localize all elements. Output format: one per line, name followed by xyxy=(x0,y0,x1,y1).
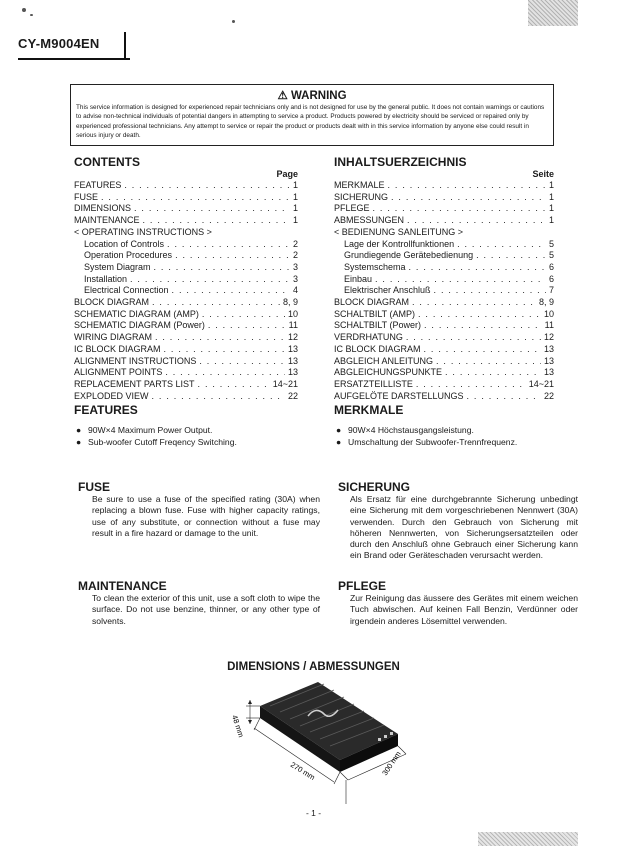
toc-leader xyxy=(165,367,285,379)
warning-title: WARNING xyxy=(290,90,347,102)
toc-row xyxy=(334,297,554,309)
toc-row xyxy=(334,309,554,321)
toc-leader xyxy=(476,250,546,262)
toc-page: 3 xyxy=(292,273,298,284)
toc-leader xyxy=(406,332,541,344)
contents-title: CONTENTS xyxy=(74,155,140,169)
toc-page: 6 xyxy=(548,261,554,272)
toc-leader xyxy=(152,391,285,403)
toc-label: BLOCK DIAGRAM xyxy=(334,297,410,308)
toc-leader xyxy=(143,215,290,227)
toc-row xyxy=(334,180,554,192)
toc-row xyxy=(334,250,554,262)
scan-speck xyxy=(22,8,26,12)
toc-row xyxy=(74,320,298,332)
toc-row xyxy=(74,203,298,215)
inhalt-list xyxy=(334,180,554,402)
toc-label: ABGLEICHUNGSPUNKTE xyxy=(334,367,443,378)
toc-leader xyxy=(445,367,541,379)
toc-leader xyxy=(172,285,290,297)
toc-label: Installation xyxy=(84,273,128,284)
maintenance-text: To clean the exterior of this unit, use a soft cloth to wipe the surface. Do not use benzine, thinner, or any other type of solvents. xyxy=(92,593,320,626)
toc-page: 14~21 xyxy=(528,378,554,389)
inhalt-title: INHALTSUERZEICHNIS xyxy=(334,155,467,169)
toc-row xyxy=(334,239,554,251)
toc-label: DIMENSIONS xyxy=(74,203,132,214)
dimensions-title: DIMENSIONS / ABMESSUNGEN xyxy=(227,661,400,673)
toc-page: 1 xyxy=(292,180,298,190)
merkmale-list xyxy=(336,424,566,448)
toc-label: Grundiegende Gerätebedienung xyxy=(344,250,474,261)
toc-leader xyxy=(134,203,290,215)
toc-page: 12 xyxy=(287,332,298,343)
toc-label: EXPLODED VIEW xyxy=(74,390,149,401)
dimension-width-label: 270 mm xyxy=(288,760,317,783)
toc-label: SCHEMATIC DIAGRAM (Power) xyxy=(74,320,205,331)
toc-row xyxy=(74,239,298,251)
toc-label: SICHERUNG xyxy=(334,191,389,202)
toc-label: IC BLOCK DIAGRAM xyxy=(74,343,161,354)
toc-row xyxy=(334,344,554,356)
toc-row xyxy=(74,367,298,379)
toc-leader xyxy=(391,192,546,204)
toc-page: 13 xyxy=(287,343,298,354)
toc-leader xyxy=(198,379,270,391)
toc-page: 14~21 xyxy=(272,378,298,389)
model-number: CY-M9004EN xyxy=(18,36,100,51)
toc-leader xyxy=(424,344,541,356)
toc-row xyxy=(74,285,298,297)
scan-speck xyxy=(30,14,33,16)
sicherung-text: Als Ersatz für eine durchgebrannte Sicherung unbedingt eine Sicherung mit dem vorgeschriebenen Nennwert (30A) verwenden. Durch den Gebrauch von Sicherung mit höheren Nennwerten, von Sicherungsersatzteilen oder durch den Anschluß ohne Gebrauch einer Sicherung kann ein Brand oder Geräteschaden verursacht werden. xyxy=(350,494,578,561)
toc-page: 11 xyxy=(288,320,298,331)
toc-page: 22 xyxy=(543,390,554,401)
toc-page: 1 xyxy=(292,191,298,202)
list-item: ● Umschaltung der Subwoofer-Trennfrequenz. xyxy=(336,437,518,447)
toc-leader xyxy=(154,262,290,274)
toc-page: 7 xyxy=(548,285,554,296)
toc-row xyxy=(334,274,554,286)
toc-label: Einbau xyxy=(344,273,373,284)
toc-row xyxy=(334,227,554,239)
scan-smudge-bottom-right xyxy=(478,832,578,846)
toc-row xyxy=(74,262,298,274)
dimension-height-label: 48 mm xyxy=(230,713,246,739)
toc-row xyxy=(74,309,298,321)
toc-page: 3 xyxy=(292,261,298,272)
warning-box xyxy=(70,84,554,146)
toc-page: 13 xyxy=(543,355,554,366)
pflege-title: PFLEGE xyxy=(338,579,387,593)
page-number: - 1 - xyxy=(305,808,322,818)
toc-label: BLOCK DIAGRAM xyxy=(74,297,150,308)
contents-list xyxy=(74,180,298,402)
toc-leader xyxy=(412,297,536,309)
toc-leader xyxy=(436,356,541,368)
toc-page: 1 xyxy=(548,191,554,202)
toc-row xyxy=(74,356,298,368)
toc-row xyxy=(334,332,554,344)
toc-row xyxy=(334,203,554,215)
toc-label: SCHALTBILT (AMP) xyxy=(334,308,416,319)
toc-row xyxy=(334,379,554,391)
sicherung-title: SICHERUNG xyxy=(338,480,411,494)
toc-label: SCHALTBILT (Power) xyxy=(334,320,422,331)
toc-page: 11 xyxy=(544,320,554,331)
toc-row xyxy=(74,332,298,344)
toc-leader xyxy=(407,215,546,227)
toc-page: 13 xyxy=(543,343,554,354)
toc-label: < OPERATING INSTRUCTIONS > xyxy=(74,226,212,237)
toc-label: WIRING DIAGRAM xyxy=(74,332,152,343)
toc-leader xyxy=(164,344,285,356)
toc-row xyxy=(74,192,298,204)
toc-row xyxy=(74,379,298,391)
toc-label: ABGLEICH ANLEITUNG xyxy=(334,355,434,366)
toc-label: ALIGNMENT INSTRUCTIONS xyxy=(74,355,197,366)
toc-label: System Diagram xyxy=(84,261,151,272)
toc-label: ERSATZTEILLISTE xyxy=(334,378,413,389)
scan-smudge-top-right xyxy=(528,0,578,26)
toc-row xyxy=(334,356,554,368)
toc-page: 1 xyxy=(548,215,554,226)
toc-row xyxy=(74,344,298,356)
amplifier-dimension-drawing xyxy=(220,676,440,804)
toc-leader xyxy=(418,309,541,321)
toc-page: 1 xyxy=(548,180,554,190)
list-item: ● 90W×4 Maximum Power Output. xyxy=(76,425,213,435)
toc-label: MERKMALE xyxy=(334,180,385,190)
toc-row xyxy=(334,367,554,379)
toc-page: 1 xyxy=(292,203,298,214)
toc-row xyxy=(334,215,554,227)
toc-page: 1 xyxy=(292,215,298,226)
toc-leader xyxy=(199,356,285,368)
toc-label: SCHEMATIC DIAGRAM (AMP) xyxy=(74,308,199,319)
warning-triangle-icon: ⚠ xyxy=(277,90,288,102)
toc-label: MAINTENANCE xyxy=(74,215,140,226)
toc-row xyxy=(334,262,554,274)
toc-row xyxy=(74,180,298,192)
inhalt-page-label: Seite xyxy=(532,169,554,179)
toc-label: Elektrischer Anschluß xyxy=(344,285,431,296)
toc-page: 2 xyxy=(292,250,298,261)
toc-label: FEATURES xyxy=(74,180,122,190)
toc-leader xyxy=(124,180,290,192)
toc-leader xyxy=(467,391,541,403)
toc-row xyxy=(74,297,298,309)
toc-page: 5 xyxy=(548,238,554,249)
warning-text: This service information is designed for experienced repair technicians only and is not designed for use by the general public. It does not contain warnings or cautions to advise non-technical individuals of potential dangers in attempting to service a product. Products powered by electricity should be serviced or repaired only by experienced professional technicians. Any attempt to service or repair the product or products dealt with in this service information by anyone else could result in serious injury or death. xyxy=(76,104,545,140)
contents-page-label: Page xyxy=(276,169,298,179)
toc-page: 1 xyxy=(548,203,554,214)
toc-page: 5 xyxy=(548,250,554,261)
toc-page: 22 xyxy=(287,390,298,401)
toc-leader xyxy=(375,274,546,286)
toc-label: VERDRHATUNG xyxy=(334,332,403,343)
toc-leader xyxy=(202,309,285,321)
warning-heading xyxy=(71,88,553,102)
toc-leader xyxy=(175,250,290,262)
toc-row xyxy=(334,320,554,332)
toc-leader xyxy=(155,332,285,344)
list-item: ● Sub-woofer Cutoff Freqency Switching. xyxy=(76,437,237,447)
toc-label: REPLACEMENT PARTS LIST xyxy=(74,378,195,389)
toc-row xyxy=(74,250,298,262)
model-divider xyxy=(124,32,126,60)
toc-row xyxy=(74,227,298,239)
fuse-text: Be sure to use a fuse of the specified rating (30A) when replacing a blown fuse. Fuse with higher capacity ratings, use of any substitute, or connection without a fuse may result in a fire hazard or damage to the unit. xyxy=(92,494,320,538)
toc-row xyxy=(74,215,298,227)
features-list xyxy=(76,424,316,448)
toc-leader xyxy=(388,180,546,192)
toc-label: ABMESSUNGEN xyxy=(334,215,405,226)
fuse-title: FUSE xyxy=(78,480,111,494)
pflege-text: Zur Reinigung das äussere des Gerätes mit einem weichen Tuch abwischen. Auf keinen Fall Benzin, Verdünner oder irgendein anderes Lösemittel verwenden. xyxy=(350,593,578,626)
toc-leader xyxy=(101,192,290,204)
toc-row xyxy=(74,391,298,403)
toc-page: 10 xyxy=(543,308,554,319)
toc-row xyxy=(334,285,554,297)
toc-leader xyxy=(167,239,290,251)
toc-leader xyxy=(409,262,546,274)
toc-leader xyxy=(434,285,546,297)
dimension-depth-label: 300 mm xyxy=(380,749,403,778)
model-underline xyxy=(18,58,130,60)
features-title: FEATURES xyxy=(74,403,138,417)
merkmale-title: MERKMALE xyxy=(334,403,404,417)
toc-page: 13 xyxy=(543,367,554,378)
toc-page: 10 xyxy=(287,308,298,319)
toc-label: AUFGELÖTE DARSTELLUNGS xyxy=(334,390,464,401)
toc-leader xyxy=(152,297,280,309)
toc-leader xyxy=(208,320,286,332)
toc-label: Systemschema xyxy=(344,261,406,272)
toc-row xyxy=(74,274,298,286)
toc-page: 8, 9 xyxy=(282,297,298,308)
toc-page: 4 xyxy=(292,285,298,296)
toc-page: 13 xyxy=(287,355,298,366)
toc-leader xyxy=(130,274,290,286)
toc-page: 8, 9 xyxy=(538,297,554,308)
toc-leader xyxy=(416,379,526,391)
toc-row xyxy=(334,391,554,403)
toc-label: < BEDIENUNG SANLEITUNG > xyxy=(334,226,464,237)
toc-row xyxy=(334,192,554,204)
toc-page: 13 xyxy=(287,367,298,378)
toc-label: FUSE xyxy=(74,191,99,202)
list-item: ● 90W×4 Höchstausgangsleistung. xyxy=(336,425,474,435)
toc-leader xyxy=(424,320,542,332)
toc-label: IC BLOCK DIAGRAM xyxy=(334,343,421,354)
toc-label: PFLEGE xyxy=(334,203,370,214)
toc-page: 6 xyxy=(548,273,554,284)
toc-leader xyxy=(373,203,546,215)
toc-label: Location of Controls xyxy=(84,238,165,249)
toc-label: Electrical Connection xyxy=(84,285,169,296)
toc-leader xyxy=(457,239,546,251)
toc-label: Operation Procedures xyxy=(84,250,173,261)
toc-label: Lage der Kontrollfunktionen xyxy=(344,238,455,249)
toc-page: 2 xyxy=(292,238,298,249)
maintenance-title: MAINTENANCE xyxy=(78,579,167,593)
toc-page: 12 xyxy=(543,332,554,343)
scan-speck xyxy=(232,20,235,23)
toc-label: ALIGNMENT POINTS xyxy=(74,367,163,378)
